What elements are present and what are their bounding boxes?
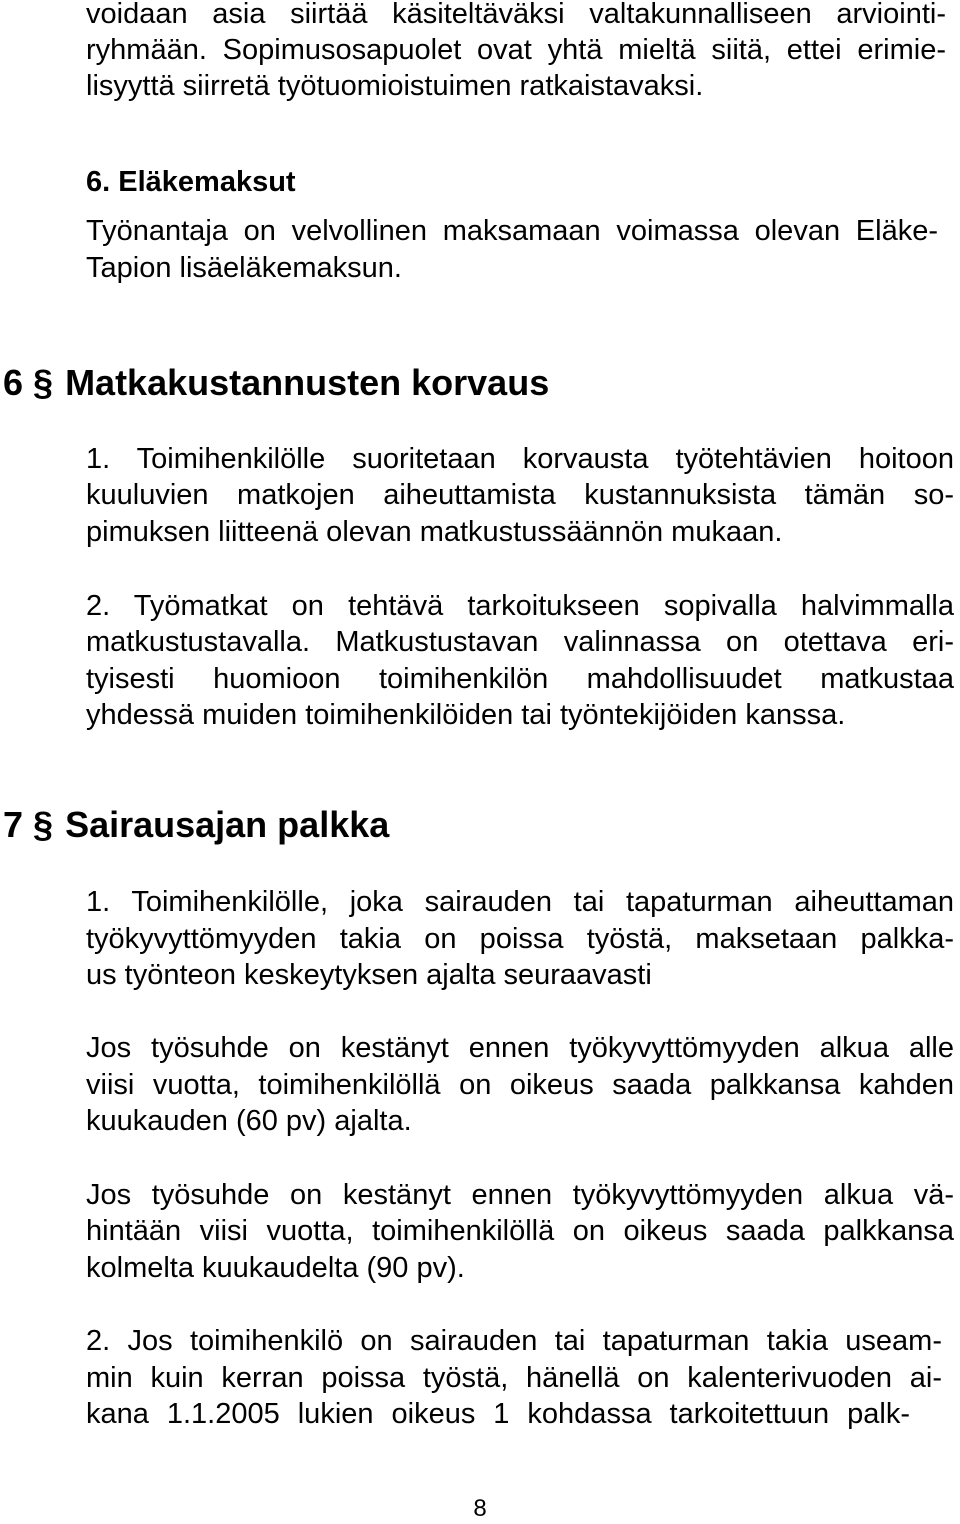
text-line: viisi vuotta, toimihenkilöllä on oikeus saada palkkansa kahden xyxy=(86,1069,954,1101)
text-line: Jos työsuhde on kestänyt ennen työkyvyttömyyden alkua vä- xyxy=(86,1179,954,1211)
text-line: yhdessä muiden toimihenkilöiden tai työntekijöiden kanssa. xyxy=(86,699,846,731)
text-line: min kuin kerran poissa työstä, hänellä on kalenterivuoden ai- xyxy=(86,1362,942,1394)
text-line: kana 1.1.2005 lukien oikeus 1 kohdassa tarkoitettuun palk- xyxy=(86,1398,910,1430)
text-line: kuukauden (60 pv) ajalta. xyxy=(86,1105,412,1137)
text-line: pimuksen liitteenä olevan matkustussäännön mukaan. xyxy=(86,516,783,548)
text-line: kolmelta kuukaudelta (90 pv). xyxy=(86,1252,465,1284)
text-line: matkustustavalla. Matkustustavan valinnassa on otettava eri- xyxy=(86,626,954,658)
text-line: ryhmään. Sopimusosapuolet ovat yhtä mieltä siitä, ettei erimie- xyxy=(86,34,946,66)
text-line: Jos työsuhde on kestänyt ennen työkyvyttömyyden alkua alle xyxy=(86,1032,954,1064)
page-number: 8 xyxy=(473,1495,487,1522)
text-line: Tapion lisäeläkemaksun. xyxy=(86,252,402,284)
text-line: voidaan asia siirtää käsiteltäväksi valtakunnalliseen arviointi- xyxy=(86,0,946,30)
section-heading xyxy=(3,361,549,405)
text-line: 2. Työmatkat on tehtävä tarkoitukseen sopivalla halvimmalla xyxy=(86,590,954,622)
section-title: Matkakustannusten korvaus xyxy=(65,362,550,403)
text-line: Työnantaja on velvollinen maksamaan voimassa olevan Eläke- xyxy=(86,215,938,247)
text-line: lisyyttä siirretä työtuomioistuimen ratkaistavaksi. xyxy=(86,70,704,102)
text-line: kuuluvien matkojen aiheuttamista kustannuksista tämän so- xyxy=(86,479,954,511)
section-title: Sairausajan palkka xyxy=(65,804,390,845)
text-line: 1. Toimihenkilölle, joka sairauden tai tapaturman aiheuttaman xyxy=(86,886,954,918)
text-line: hintään viisi vuotta, toimihenkilöllä on oikeus saada palkkansa xyxy=(86,1215,954,1247)
text-line: 2. Jos toimihenkilö on sairauden tai tapaturman takia useam- xyxy=(86,1325,942,1357)
text-line: us työnteon keskeytyksen ajalta seuraavasti xyxy=(86,959,652,991)
section-symbol: § xyxy=(33,362,54,403)
text-line: 1. Toimihenkilölle suoritetaan korvausta työtehtävien hoitoon xyxy=(86,443,954,475)
subheading: 6. Eläkemaksut xyxy=(86,166,296,198)
section-heading xyxy=(3,803,389,847)
section-number: 7 xyxy=(3,804,24,845)
section-number: 6 xyxy=(3,362,24,403)
text-line: tyisesti huomioon toimihenkilön mahdollisuudet matkustaa xyxy=(86,663,954,695)
section-symbol: § xyxy=(33,804,54,845)
text-line: työkyvyttömyyden takia on poissa työstä, maksetaan palkka- xyxy=(86,923,954,955)
